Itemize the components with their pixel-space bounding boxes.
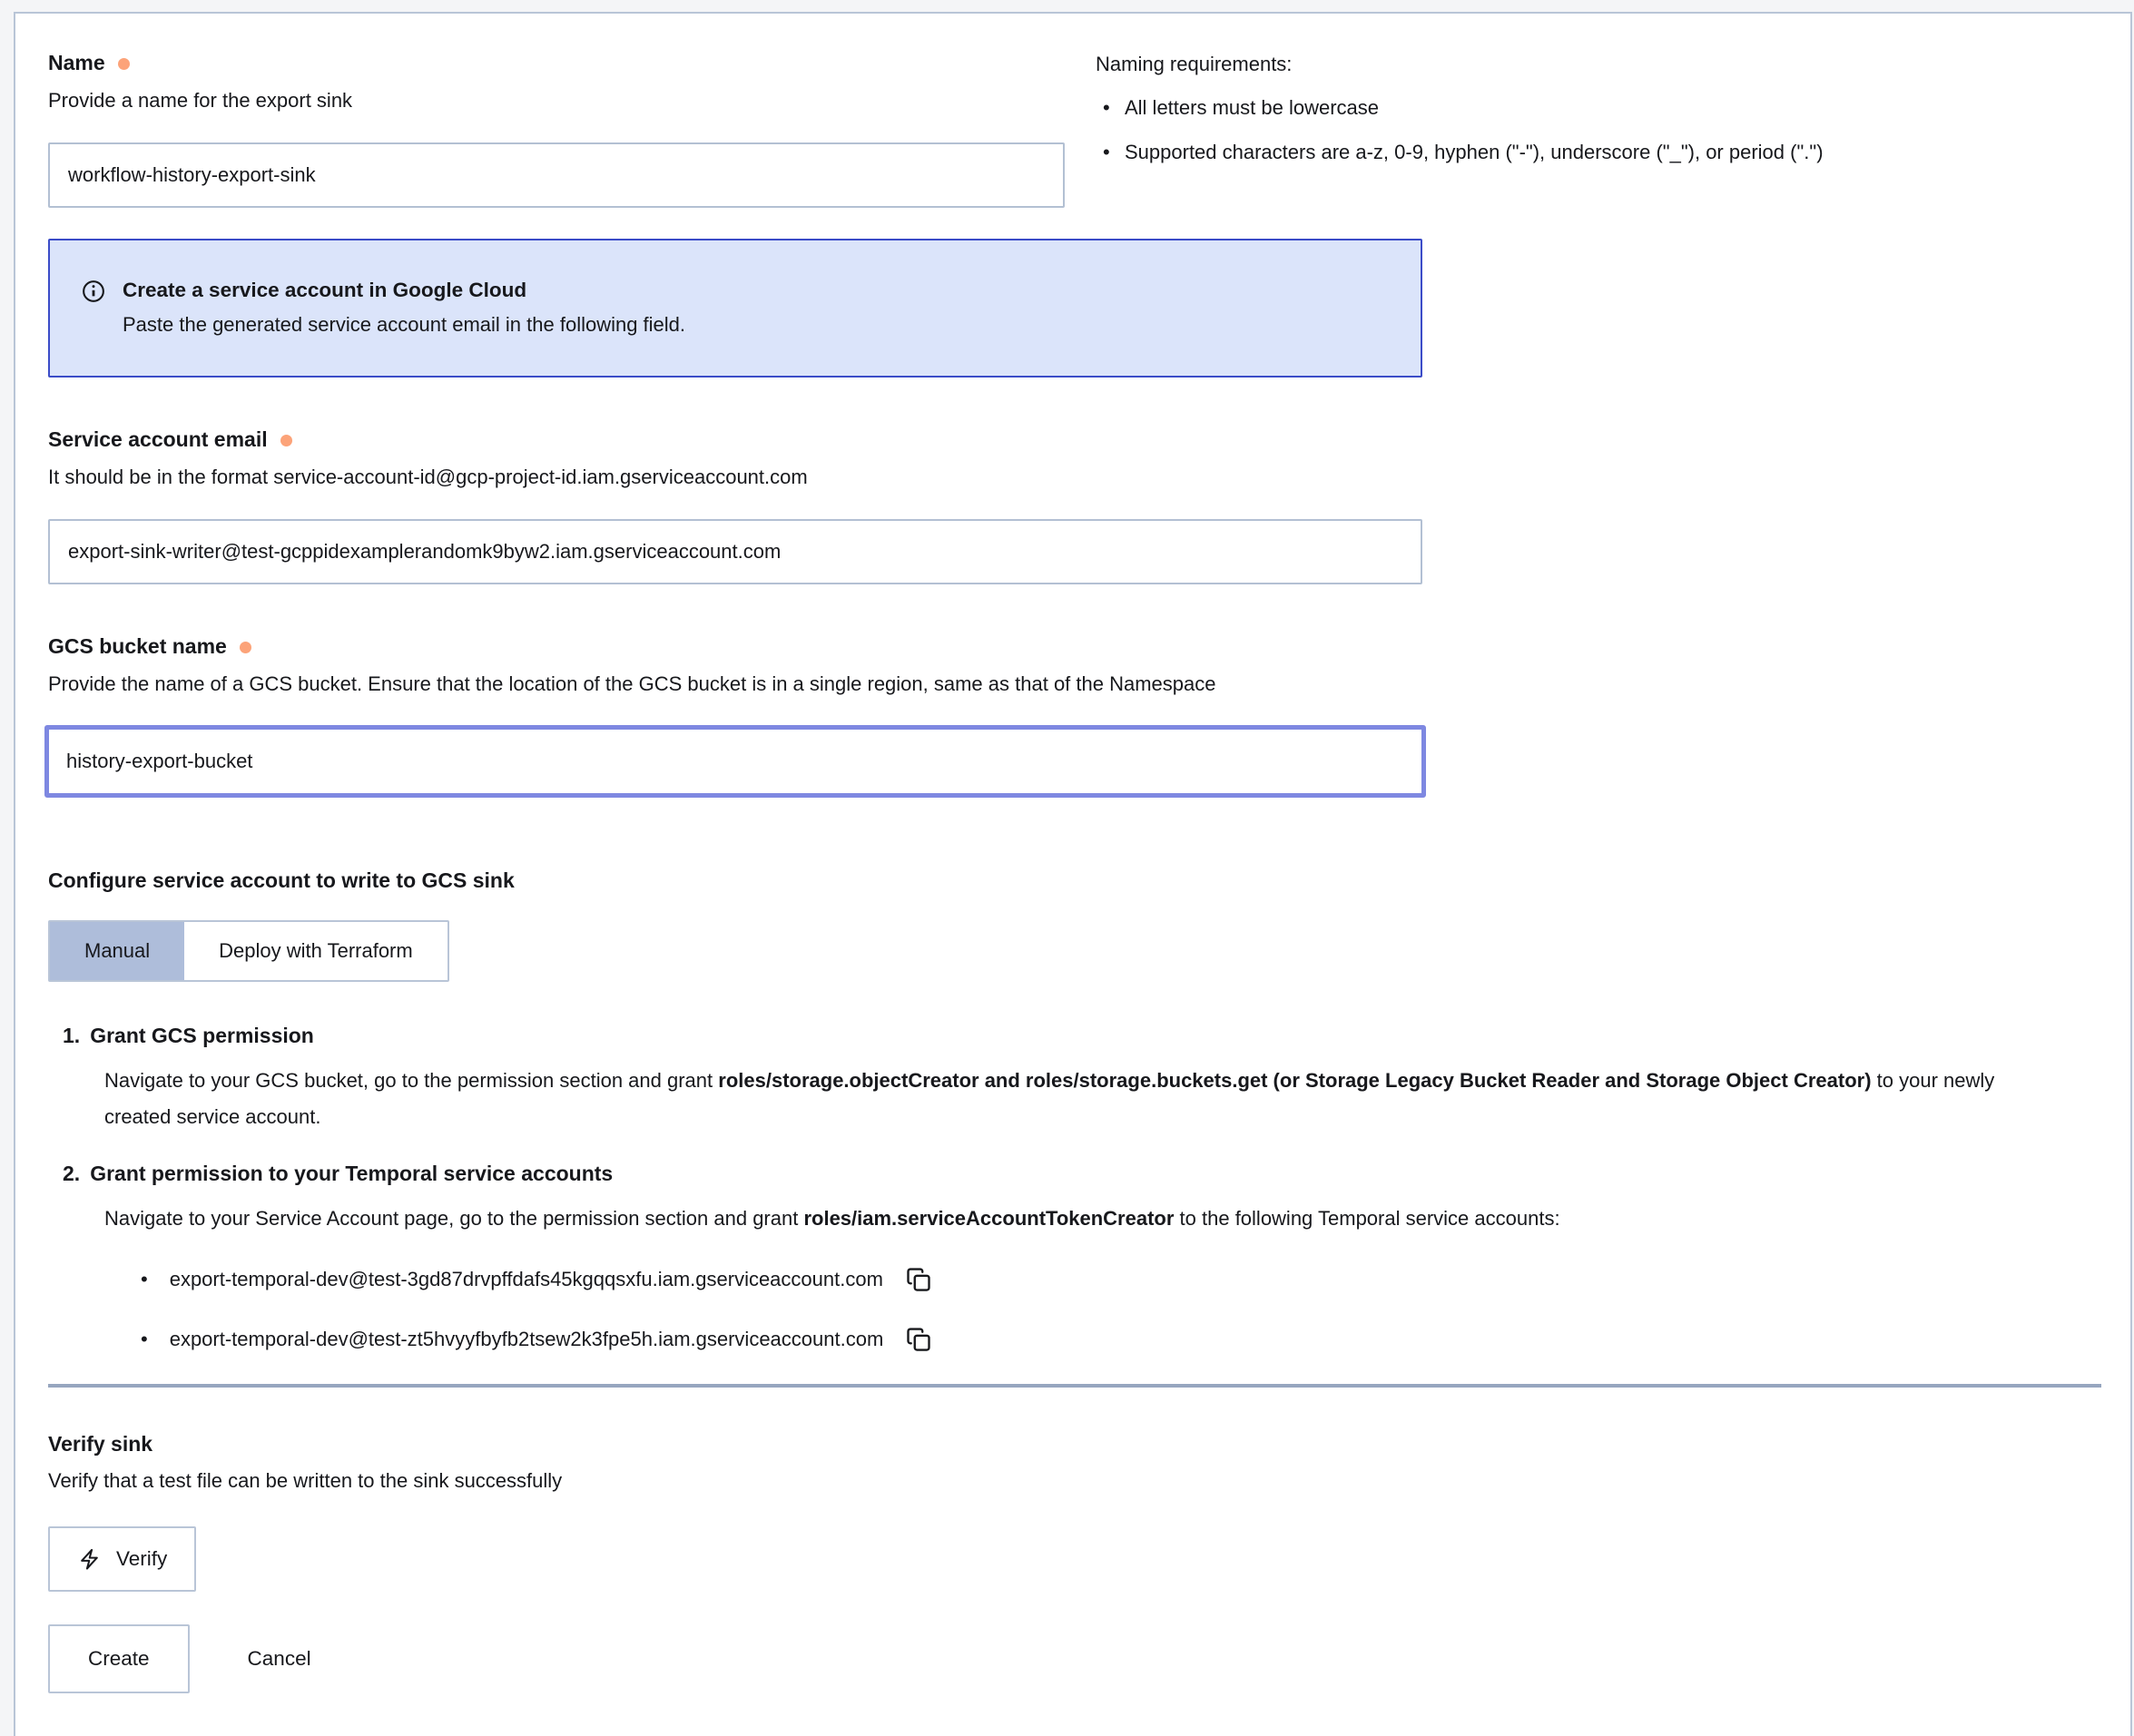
configure-tab-group — [48, 920, 449, 982]
gcs-bucket-name-input[interactable] — [52, 732, 1419, 790]
naming-requirements-title: Naming requirements: — [1096, 53, 1293, 75]
export-sink-form-card — [14, 12, 2132, 1736]
step-body-text: Navigate to your GCS bucket, go to the permission section and grant roles/storage.objectCreator and roles/storage.buckets.get (or Storage Legacy Bucket Reader and Storage Object Creator) to your newly created service account. — [104, 1069, 1995, 1129]
list-item — [141, 1264, 2101, 1295]
list-item — [141, 1324, 2101, 1355]
required-dot-icon — [280, 435, 292, 446]
step-grant-temporal-permission — [63, 1160, 2101, 1237]
naming-requirements — [1096, 50, 2101, 208]
verify-sink-description: Verify that a test file can be written to the sink successfully — [48, 1469, 563, 1493]
copy-icon[interactable] — [903, 1264, 934, 1295]
name-input[interactable] — [48, 142, 1065, 208]
info-banner — [48, 239, 1422, 378]
service-account-email-description: It should be in the format service-account-id@gcp-project-id.iam.gserviceaccount.com — [48, 465, 808, 488]
step-title-text: Grant permission to your Temporal service accounts — [90, 1161, 614, 1185]
gcs-bucket-name-label — [48, 633, 2101, 661]
gcs-bucket-name-label-text: GCS bucket name — [48, 633, 227, 658]
required-dot-icon — [118, 58, 130, 70]
naming-requirement-item: • Supported characters are a-z, 0-9, hyphen ("-"), underscore ("_"), or period (".") — [1096, 137, 2101, 167]
verify-sink-title: Verify sink — [48, 1431, 153, 1456]
verify-button[interactable] — [48, 1526, 196, 1592]
gcs-bucket-name-description: Provide the name of a GCS bucket. Ensure that the location of the GCS bucket is in a single region, same as that of the Namespace — [48, 672, 1216, 695]
service-account-email-text: • export-temporal-dev@test-3gd87drvpffdafs45kgqqsxfu.iam.gserviceaccount.com — [169, 1267, 883, 1290]
cancel-button[interactable]: Cancel — [247, 1647, 311, 1671]
gcs-bucket-input-focus-ring — [44, 725, 1426, 798]
service-account-email-text: • export-temporal-dev@test-zt5hvyyfbyfb2tsew2k3fpe5h.iam.gserviceaccount.com — [169, 1327, 884, 1350]
step-title-text: Grant GCS permission — [90, 1024, 314, 1048]
tab-deploy-with-terraform[interactable]: Deploy with Terraform — [184, 922, 447, 980]
configure-section-title: Configure service account to write to GCS sink — [48, 868, 515, 893]
step-number: 1. — [63, 1024, 81, 1048]
service-account-email-label-text: Service account email — [48, 427, 268, 451]
info-circle-icon — [81, 279, 106, 304]
section-divider — [48, 1384, 2101, 1388]
name-field-description: Provide a name for the export sink — [48, 88, 353, 112]
step-body-text: Navigate to your Service Account page, go to the permission section and grant roles/iam.serviceAccountTokenCreator to the following Temporal service accounts: — [104, 1206, 1560, 1230]
step-number: 2. — [63, 1161, 81, 1185]
info-banner-body: Paste the generated service account email in the following field. — [123, 313, 686, 337]
step-grant-gcs-permission — [63, 1022, 2101, 1135]
temporal-service-account-list — [141, 1264, 2101, 1355]
name-label-text: Name — [48, 51, 105, 74]
info-banner-title: Create a service account in Google Cloud — [123, 278, 527, 301]
name-field-label — [48, 50, 1065, 77]
required-dot-icon — [240, 642, 251, 653]
naming-requirement-item: • All letters must be lowercase — [1096, 93, 2101, 123]
copy-icon[interactable] — [903, 1324, 934, 1355]
tab-manual[interactable]: Manual — [50, 922, 184, 980]
lightning-bolt-icon — [77, 1547, 102, 1572]
verify-button-label: Verify — [116, 1547, 168, 1571]
service-account-email-input[interactable] — [48, 519, 1422, 584]
create-button[interactable]: Create — [48, 1624, 190, 1693]
service-account-email-label — [48, 427, 2101, 454]
